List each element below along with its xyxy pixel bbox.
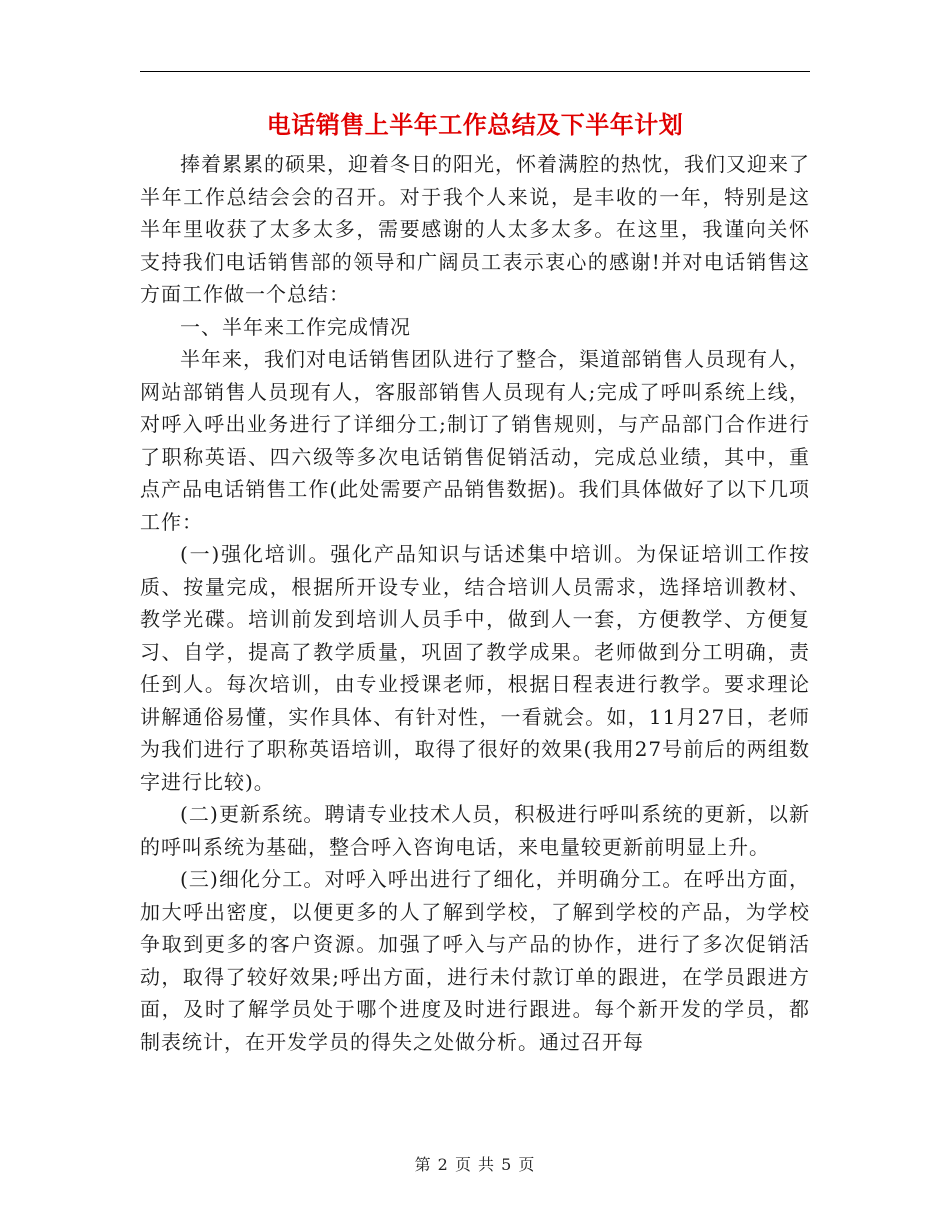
section-heading-1: 一、半年来工作完成情况: [180, 314, 411, 339]
document-body: [140, 148, 810, 1058]
page-number: 第 2 页 共 5 页: [414, 1155, 536, 1174]
paragraph-system-update: (二)更新系统。聘请专业技术人员，积极进行呼叫系统的更新，以新的呼叫系统为基础，整合呼入咨询电话，来电量较更新前明显上升。: [140, 802, 810, 859]
paragraph-training: (一)强化培训。强化产品知识与话述集中培训。为保证培训工作按质、按量完成，根据所开设专业，结合培训人员需求，选择培训教材、教学光碟。培训前发到培训人员手中，做到人一套，方便教学、方便复习、自学，提高了教学质量，巩固了教学成果。老师做到分工明确，责任到人。每次培训，由专业授课老师，根据日程表进行教学。要求理论讲解通俗易懂，实作具体、有针对性，一看就会。如，11月27日，老师为我们进行了职称英语培训，取得了很好的效果(我用27号前后的两组数字进行比较)。: [140, 542, 810, 794]
document-title: 电话销售上半年工作总结及下半年计划: [266, 110, 684, 139]
paragraph-intro: 捧着累累的硕果，迎着冬日的阳光，怀着满腔的热忱，我们又迎来了半年工作总结会会的召开。对于我个人来说，是丰收的一年，特别是这半年里收获了太多太多，需要感谢的人太多太多。在这里，我谨向关怀支持我们电话销售部的领导和广阔员工表示衷心的感谢!并对电话销售这方面工作做一个总结：: [140, 152, 810, 306]
paragraph-work-overview: 半年来，我们对电话销售团队进行了整合，渠道部销售人员现有人，网站部销售人员现有人，客服部销售人员现有人;完成了呼叫系统上线，对呼入呼出业务进行了详细分工;制订了销售规则，与产品部门合作进行了职称英语、四六级等多次电话销售促销活动，完成总业绩，其中，重点产品电话销售工作(此处需要产品销售数据)。我们具体做好了以下几项工作：: [140, 347, 810, 534]
header-rule: [140, 71, 810, 72]
paragraph-division-of-work: (三)细化分工。对呼入呼出进行了细化，并明确分工。在呼出方面，加大呼出密度，以便更多的人了解到学校，了解到学校的产品，为学校争取到更多的客户资源。加强了呼入与产品的协作，进行了多次促销活动，取得了较好效果;呼出方面，进行未付款订单的跟进，在学员跟进方面，及时了解学员处于哪个进度及时进行跟进。每个新开发的学员，都制表统计，在开发学员的得失之处做分析。通过召开每: [140, 867, 810, 1054]
